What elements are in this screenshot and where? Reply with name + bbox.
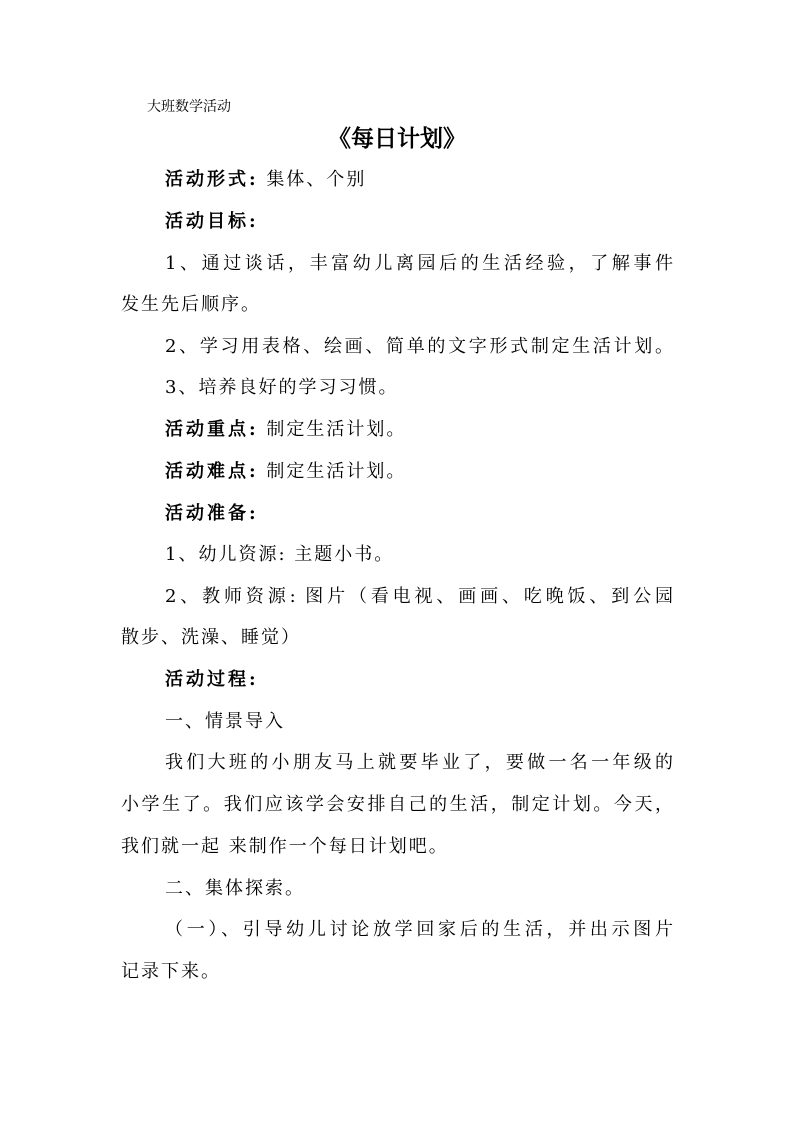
activity-goals-heading <box>165 209 725 235</box>
activity-prep-label: 活动准备: <box>165 503 259 524</box>
process-section-1-paragraph-line-3: 我们就一起 来制作一个每日计划吧。 <box>121 836 449 857</box>
process-section-2-sub-line-1: （一）、引导幼儿讨论放学回家后的生活，并出示图片 <box>165 919 673 940</box>
prep-item-1: 1、幼儿资源: 主题小书。 <box>165 544 395 565</box>
activity-process-heading <box>165 667 725 693</box>
activity-focus-row <box>165 417 725 443</box>
goal-item-1-line-1: 1、通过谈话，丰富幼儿离园后的生活经验，了解事件 <box>165 253 673 274</box>
process-section-2-title: 二、集体探索。 <box>165 878 305 899</box>
activity-form-value: 集体、个别 <box>266 169 367 190</box>
prep-item-2-line-1: 2、教师资源: 图片（看电视、画画、吃晚饭、到公园 <box>165 586 673 607</box>
activity-form-row <box>165 167 725 193</box>
activity-process-label: 活动过程: <box>165 669 259 690</box>
process-section-2-sub-line-2: 记录下来。 <box>121 961 221 982</box>
process-section-1-paragraph-line-1: 我们大班的小朋友马上就要毕业了，要做一名一年级的 <box>165 752 673 773</box>
goal-item-3: 3、培养良好的学习习惯。 <box>165 377 399 398</box>
page-title: 《每日计划》 <box>328 126 466 152</box>
goal-item-1-line-2: 发生先后顺序。 <box>121 294 261 315</box>
prep-item-2-line-2: 散步、洗澡、睡觉） <box>121 627 301 648</box>
activity-goals-label: 活动目标: <box>165 211 259 232</box>
process-section-1-paragraph-line-2: 小学生了。我们应该学会安排自己的生活，制定计划。今天， <box>121 794 673 815</box>
activity-focus-value: 制定生活计划。 <box>266 419 407 440</box>
activity-focus-label: 活动重点: <box>165 419 259 440</box>
process-section-1-title: 一、情景导入 <box>165 711 285 732</box>
activity-difficulty-label: 活动难点: <box>165 461 259 482</box>
activity-prep-heading <box>165 501 725 527</box>
activity-form-label: 活动形式: <box>165 169 259 190</box>
activity-difficulty-value: 制定生活计划。 <box>266 461 407 482</box>
activity-category: 大班数学活动 <box>147 99 231 115</box>
activity-difficulty-row <box>165 459 725 485</box>
goal-item-2: 2、学习用表格、绘画、简单的文字形式制定生活计划。 <box>165 336 673 357</box>
